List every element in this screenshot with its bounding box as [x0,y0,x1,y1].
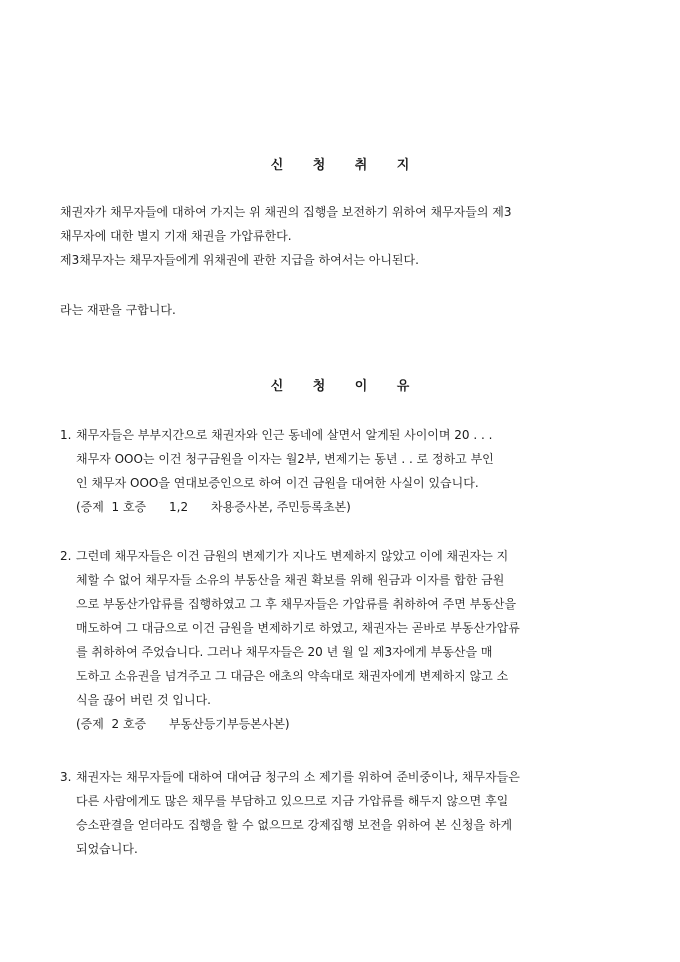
reason-line: 를 취하하여 주었습니다. 그러나 채무자들은 20 년 월 일 제3자에게 부동산을 매 [76,645,493,659]
reason-line: 채무자들은 부부지간으로 채권자와 인근 동네에 살면서 알게된 사이이며 20 . . . [76,428,493,442]
reason-line: 도하고 소유권을 넘겨주고 그 대금은 애초의 약속대로 채권자에게 변제하지 않고 소 [76,669,509,683]
reason-line: 그런데 채무자들은 이건 금원의 변제기가 지나도 변제하지 않았고 이에 채권자는 지 [76,549,509,563]
reason-line: 채무자 OOO는 이건 청구금원을 이자는 월2부, 변제기는 동년 . . 로 정하고 부인 [76,452,494,466]
reasons-heading-char: 청 [312,379,326,394]
purpose-heading-char: 지 [396,158,410,173]
reason-item-2 [60,544,626,736]
purpose-line: 제3채무자는 채무자들에게 위채권에 관한 지급을 하여서는 아니된다. [60,253,419,267]
reason-line: 인 채무자 OOO을 연대보증인으로 하여 이건 금원을 대여한 사실이 있습니다. [76,476,479,490]
reason-line: 으로 부동산가압류를 집행하였고 그 후 채무자들은 가압류를 취하하여 주면 부동산을 [76,597,517,611]
reasons-heading-char: 이 [354,379,368,394]
reason-item-3 [60,765,626,861]
reason-line: 되었습니다. [76,842,138,856]
reasons-heading-char: 유 [396,379,410,394]
reason-number: 3. [60,770,72,784]
reason-number: 1. [60,428,72,442]
purpose-heading [0,154,680,173]
reason-line: 체할 수 없어 채무자들 소유의 부동산을 채권 확보를 위해 원금과 이자를 합한 금원 [76,573,505,587]
purpose-heading-char: 신 [270,158,284,173]
purpose-closing [60,298,626,322]
reasons-heading [0,375,680,394]
reason-number: 2. [60,549,72,563]
reason-evidence: (증제 1 호증 1,2 차용증사본, 주민등록초본) [76,500,351,514]
reason-evidence: (증제 2 호증 부동산등기부등본사본) [76,717,290,731]
purpose-closing-text: 라는 재판을 구합니다. [60,303,176,317]
reason-line: 채권자는 채무자들에 대하여 대여금 청구의 소 제기를 위하여 준비중이나, 채무자들은 [76,770,520,784]
reason-body [76,423,626,495]
reason-line: 식을 끊어 버린 것 입니다. [76,693,211,707]
purpose-paragraph [60,200,626,272]
purpose-heading-char: 취 [354,158,368,173]
reasons-heading-char: 신 [270,379,284,394]
reason-line: 승소판결을 얻더라도 집행을 할 수 없으므로 강제집행 보전을 위하여 본 신청을 하게 [76,818,513,832]
reason-line: 다른 사람에게도 많은 채무를 부담하고 있으므로 지금 가압류를 해두지 않으면 후일 [76,794,509,808]
reason-item-1 [60,423,626,519]
reason-body [76,765,626,861]
reason-line: 매도하여 그 대금으로 이건 금원을 변제하기로 하였고, 채권자는 곧바로 부동산가압류 [76,621,520,635]
purpose-line: 채무자에 대한 별지 기재 채권을 가압류한다. [60,229,292,243]
reason-body [76,544,626,712]
purpose-heading-char: 청 [312,158,326,173]
purpose-line: 채권자가 채무자들에 대하여 가지는 위 채권의 집행을 보전하기 위하여 채무자들의 제3 [60,205,512,219]
